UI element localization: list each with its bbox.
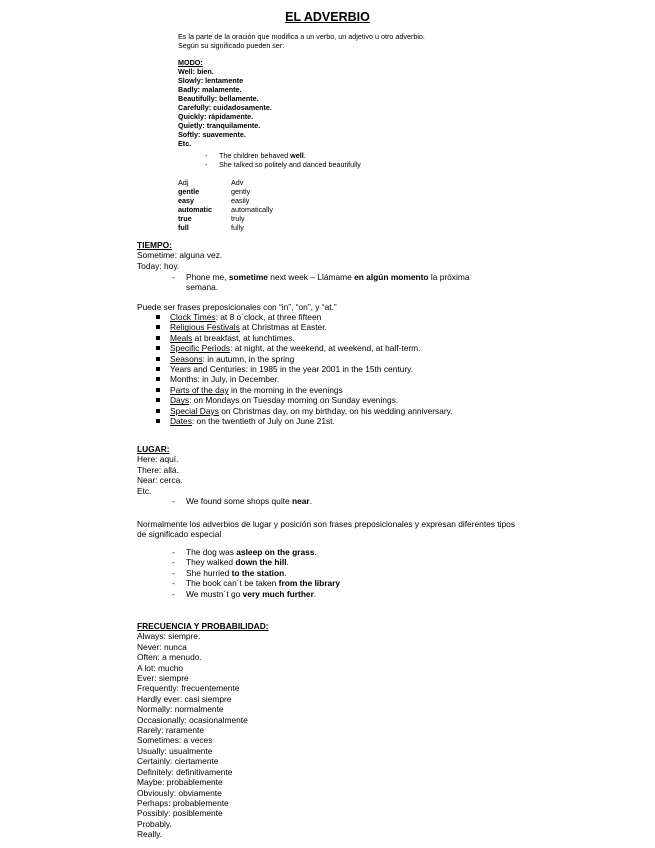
- adj-header: Adj: [178, 178, 189, 187]
- list-item: Frequently: frecuentemente: [137, 683, 240, 694]
- list-item: Today: hoy.: [137, 260, 180, 271]
- example-continuation: semana.: [186, 282, 219, 293]
- lugar-heading: LUGAR:: [137, 444, 170, 454]
- list-item: Always: siempre.: [137, 631, 201, 642]
- list-item: Religious Festivals at Christmas at Easter.: [154, 322, 453, 332]
- example-item: - She talked so politely and danced beautifully: [205, 160, 361, 169]
- example-item: - Phone me, sometime next week – Llámame en algún momento la próxima: [172, 272, 494, 282]
- modo-heading: MODO:: [178, 58, 203, 67]
- adv-cell: gently: [231, 187, 251, 196]
- adj-cell: gentle: [178, 187, 200, 196]
- list-item: Beautifully: bellamente.: [178, 94, 259, 103]
- tiempo-bullets: [154, 312, 453, 426]
- list-item: Parts of the day in the morning in the evenings: [154, 385, 453, 395]
- lugar-examples: [172, 547, 340, 599]
- page-title: EL ADVERBIO: [285, 10, 370, 24]
- list-item: Normally: normalmente: [137, 704, 224, 715]
- list-item: Obviously: obviamente: [137, 787, 222, 798]
- list-item: Dates: on the twentieth of July on June 21st.: [154, 416, 453, 426]
- list-item: Usually: usualmente: [137, 745, 213, 756]
- tiempo-example: [172, 272, 494, 293]
- list-item: Here: aquí.: [137, 454, 179, 465]
- lugar-example: [172, 496, 312, 506]
- list-item: Meals at breakfast, at lunchtimes.: [154, 333, 453, 343]
- list-item: Perhaps: probablemente: [137, 797, 229, 808]
- adv-cell: easily: [231, 196, 250, 205]
- list-item: A lot: mucho: [137, 662, 184, 673]
- list-item: Often: a menudo.: [137, 652, 202, 663]
- example-item: - We mustn´t go very much further.: [172, 589, 340, 599]
- adv-cell: fully: [231, 223, 244, 232]
- prep-intro-text: Puede ser frases preposicionales con “in”, “on”, y “at.”: [137, 302, 337, 312]
- list-item: Probably.: [137, 818, 172, 829]
- adj-cell: true: [178, 214, 192, 223]
- list-item: Softly: suavemente.: [178, 130, 246, 139]
- list-item: Badly: malamente.: [178, 85, 242, 94]
- list-item: Seasons: in autumn, in the spring: [154, 354, 453, 364]
- intro: [178, 32, 425, 50]
- list-item: Special Days on Christmas day, on my birthday, on his wedding anniversary.: [154, 406, 453, 416]
- list-item: Carefully: cuidadosamente.: [178, 103, 272, 112]
- intro-line: Es la parte de la oración que modifica a un verbo, un adjetivo u otro adverbio.: [178, 32, 425, 41]
- modo-examples: [205, 151, 361, 169]
- example-item: - We found some shops quite near.: [172, 496, 312, 506]
- adj-adv-table: [178, 178, 291, 232]
- tiempo-section: [137, 240, 222, 271]
- adj-cell: full: [178, 223, 189, 232]
- adj-cell: automatic: [178, 205, 212, 214]
- example-item: - The book can´t be taken from the library: [172, 578, 340, 588]
- intro-line: Según su significado pueden ser:: [178, 41, 285, 50]
- frecuencia-section: [137, 621, 269, 840]
- list-item: Etc.: [137, 485, 152, 496]
- list-item: Possibly: posiblemente: [137, 808, 223, 819]
- list-item: Definitely: definitivamente: [137, 766, 233, 777]
- list-item: Rarely: raramente: [137, 725, 205, 736]
- list-item: Near: cerca.: [137, 475, 183, 486]
- list-item: Etc.: [178, 139, 192, 148]
- example-item: - The dog was asleep on the grass.: [172, 547, 340, 557]
- lugar-section: [137, 444, 183, 496]
- list-item: Months: in July, in December.: [154, 374, 453, 384]
- list-item: Specific Periods: at night, at the weekend, at weekend, at half-term.: [154, 343, 453, 353]
- adv-cell: truly: [231, 214, 245, 223]
- list-item: Well: bien.: [178, 67, 214, 76]
- prep-intro: [137, 302, 337, 312]
- example-item: - She hurried to the station.: [172, 568, 340, 578]
- list-item: Days: on Mondays on Tuesday morning on Sunday evenings.: [154, 395, 453, 405]
- modo-section: [178, 58, 272, 148]
- list-item: Sometimes: a veces: [137, 735, 213, 746]
- list-item: Maybe: probablemente: [137, 777, 223, 788]
- lugar-paragraph: Normalmente los adverbios de lugar y posición son frases preposicionales y expresan diferentes tipos de significado especial: [137, 519, 516, 540]
- list-item: Slowly: lentamente: [178, 76, 244, 85]
- list-item: Never: nunca: [137, 641, 187, 652]
- adv-header: Adv: [231, 178, 244, 187]
- frecuencia-heading: FRECUENCIA Y PROBABILIDAD:: [137, 621, 269, 631]
- list-item: Sometime: alguna vez.: [137, 250, 223, 261]
- list-item: Quickly: rápidamente.: [178, 112, 254, 121]
- example-item: - They walked down the hill.: [172, 557, 340, 567]
- example-item: - The children behaved well.: [205, 151, 361, 160]
- list-item: Certainly: ciertamente: [137, 756, 219, 767]
- list-item: Hardly ever: casi siempre: [137, 693, 232, 704]
- list-item: Ever: siempre: [137, 673, 189, 684]
- list-item: Quietly: tranquilamente.: [178, 121, 261, 130]
- list-item: Really.: [137, 829, 162, 840]
- list-item: There: allá.: [137, 464, 179, 475]
- list-item: Years and Centuries: in 1985 in the year 2001 in the 15th century.: [154, 364, 453, 374]
- list-item: Clock Times: at 8 o´clock, at three fifteen: [154, 312, 453, 322]
- adj-cell: easy: [178, 196, 194, 205]
- list-item: Occasionally: ocasionalmente: [137, 714, 248, 725]
- tiempo-heading: TIEMPO:: [137, 240, 172, 250]
- adv-cell: automatically: [231, 205, 273, 214]
